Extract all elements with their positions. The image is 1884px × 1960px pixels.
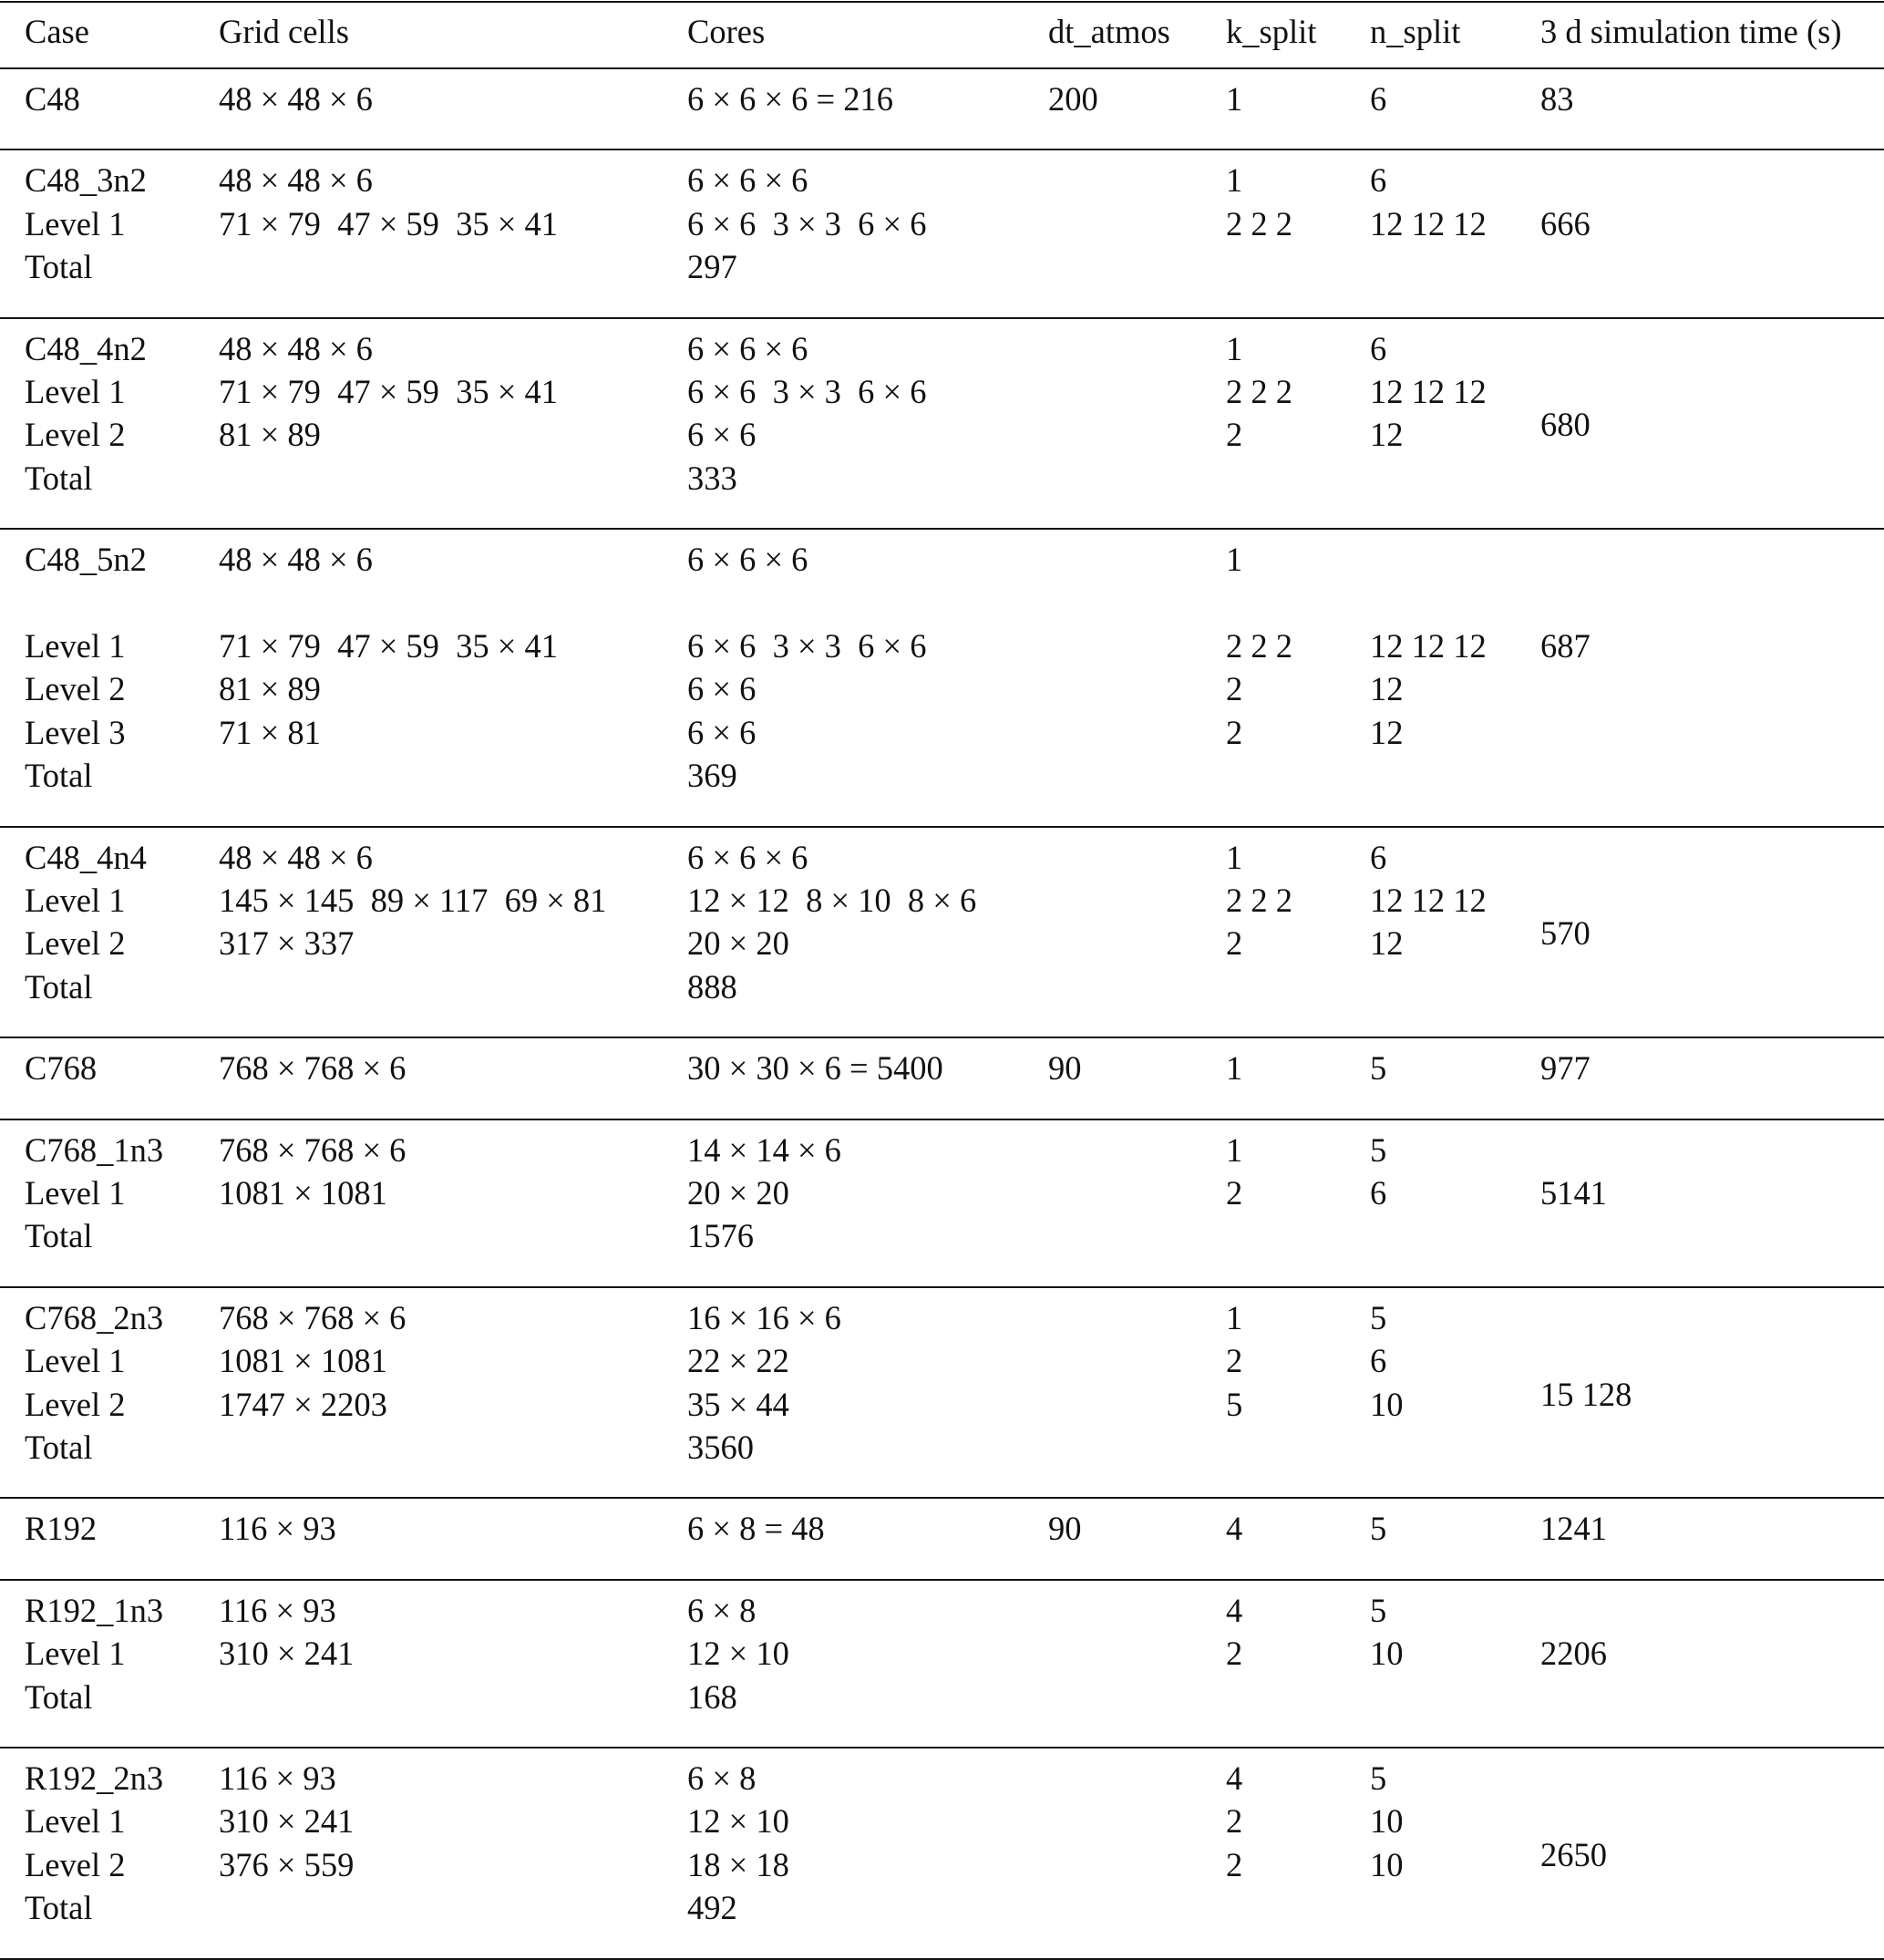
cell-n-split: 12 12 12 [1370, 882, 1487, 919]
row-rule [0, 528, 1884, 530]
header-sim-time: 3 d simulation time (s) [1540, 13, 1842, 50]
cell-n-split: 6 [1370, 838, 1387, 876]
cell-n-split: 6 [1370, 1342, 1387, 1380]
cell-k-split: 2 2 2 [1226, 204, 1292, 242]
cell-k-split: 2 [1226, 670, 1243, 708]
cell-cores: 6 × 6 [687, 670, 757, 708]
cell-cores: 168 [687, 1677, 737, 1716]
cell-cores: 12 × 10 [687, 1635, 789, 1673]
cell-cores: 3560 [687, 1429, 754, 1466]
cell-cores: 12 × 10 [687, 1802, 789, 1841]
cell-case: Level 2 [25, 924, 126, 963]
cell-cores: 1576 [687, 1217, 754, 1255]
cell-dt-atmos: 90 [1048, 1049, 1082, 1088]
header-dt-atmos: dt_atmos [1048, 13, 1170, 50]
cell-sim-time: 83 [1540, 80, 1574, 118]
row-rule [0, 317, 1884, 319]
cell-case: C48 [25, 80, 80, 118]
cell-grid-cells: 48 × 48 × 6 [219, 161, 373, 200]
cell-k-split: 2 2 2 [1226, 627, 1292, 665]
cell-cores: 20 × 20 [687, 1174, 789, 1212]
cell-n-split: 6 [1370, 329, 1387, 367]
cell-case: R192_1n3 [25, 1591, 164, 1629]
cell-case: C768_2n3 [25, 1298, 164, 1336]
cell-k-split: 4 [1226, 1759, 1243, 1797]
cell-grid-cells: 310 × 241 [219, 1635, 355, 1673]
cell-case: Level 2 [25, 1385, 126, 1423]
cell-n-split: 6 [1370, 1174, 1387, 1212]
cell-k-split: 2 [1226, 924, 1243, 963]
cell-cores: 35 × 44 [687, 1385, 789, 1423]
row-rule [0, 1747, 1884, 1749]
cell-k-split: 1 [1226, 541, 1243, 579]
cell-case: R192 [25, 1510, 98, 1548]
cell-grid-cells: 48 × 48 × 6 [219, 329, 373, 367]
cell-n-split: 6 [1370, 80, 1387, 118]
cell-k-split: 1 [1226, 161, 1243, 200]
cell-grid-cells: 1081 × 1081 [219, 1174, 387, 1212]
cell-cores: 16 × 16 × 6 [687, 1298, 841, 1336]
cell-case: Level 1 [25, 627, 126, 665]
cell-cores: 6 × 6 × 6 [687, 329, 808, 367]
cell-n-split: 12 [1370, 924, 1404, 963]
cell-cores: 6 × 6 × 6 [687, 541, 808, 579]
row-rule [0, 1497, 1884, 1499]
cell-grid-cells: 71 × 81 [219, 713, 321, 751]
cell-grid-cells: 116 × 93 [219, 1591, 336, 1629]
row-rule [0, 1037, 1884, 1038]
cell-case: Level 1 [25, 1802, 126, 1841]
top-rule [0, 1, 1884, 3]
cell-grid-cells: 116 × 93 [219, 1510, 336, 1548]
header-rule [0, 67, 1884, 69]
cell-grid-cells: 768 × 768 × 6 [219, 1130, 407, 1169]
cell-case: C48_4n4 [25, 838, 147, 876]
cell-n-split: 5 [1370, 1759, 1387, 1797]
cell-cores: 6 × 6 × 6 [687, 838, 808, 876]
cell-sim-time: 2206 [1540, 1635, 1607, 1673]
cell-k-split: 5 [1226, 1385, 1243, 1423]
cell-cores: 20 × 20 [687, 924, 789, 963]
cell-n-split: 5 [1370, 1130, 1387, 1169]
cell-case: Total [25, 967, 93, 1006]
cell-grid-cells: 71 × 79 47 × 59 35 × 41 [219, 627, 559, 665]
header-case: Case [25, 13, 89, 50]
cell-grid-cells: 376 × 559 [219, 1845, 355, 1883]
cell-case: Total [25, 1217, 93, 1255]
cell-sim-time: 680 [1540, 406, 1591, 444]
header-grid-cells: Grid cells [219, 13, 349, 50]
cell-cores: 30 × 30 × 6 = 5400 [687, 1049, 943, 1088]
header-k-split: k_split [1226, 13, 1317, 50]
cell-grid-cells: 48 × 48 × 6 [219, 80, 373, 118]
cell-cores: 6 × 6 [687, 713, 757, 751]
cell-n-split: 12 12 12 [1370, 373, 1487, 410]
cell-n-split: 12 [1370, 416, 1404, 454]
cell-case: Total [25, 1677, 93, 1716]
cell-case: C768 [25, 1049, 98, 1088]
row-rule [0, 1286, 1884, 1288]
cell-case: Level 1 [25, 1342, 126, 1380]
cell-case: Level 1 [25, 882, 126, 919]
cell-n-split: 12 12 12 [1370, 204, 1487, 242]
cell-case: Level 1 [25, 204, 126, 242]
cell-n-split: 10 [1370, 1802, 1404, 1841]
cell-n-split: 12 [1370, 713, 1404, 751]
cell-n-split: 10 [1370, 1385, 1404, 1423]
cell-grid-cells: 71 × 79 47 × 59 35 × 41 [219, 373, 559, 410]
cell-cores: 333 [687, 459, 737, 497]
cell-cores: 18 × 18 [687, 1845, 789, 1883]
cell-cores: 6 × 6 3 × 3 6 × 6 [687, 204, 927, 242]
cell-case: Total [25, 248, 93, 286]
cell-n-split: 10 [1370, 1635, 1404, 1673]
cell-k-split: 2 2 2 [1226, 882, 1292, 919]
cell-cores: 14 × 14 × 6 [687, 1130, 841, 1169]
cell-sim-time: 687 [1540, 627, 1591, 665]
row-rule [0, 1958, 1884, 1960]
cell-grid-cells: 768 × 768 × 6 [219, 1049, 407, 1088]
cell-cores: 6 × 8 = 48 [687, 1510, 825, 1548]
row-rule [0, 1119, 1884, 1120]
cell-case: Level 2 [25, 670, 126, 708]
header-n-split: n_split [1370, 13, 1461, 50]
cell-k-split: 1 [1226, 1130, 1243, 1169]
cell-grid-cells: 1747 × 2203 [219, 1385, 387, 1423]
cell-grid-cells: 81 × 89 [219, 416, 321, 454]
cell-cores: 369 [687, 757, 737, 795]
cell-k-split: 1 [1226, 838, 1243, 876]
cell-grid-cells: 310 × 241 [219, 1802, 355, 1841]
cell-sim-time: 1241 [1540, 1510, 1607, 1548]
cell-n-split: 5 [1370, 1510, 1387, 1548]
header-cores: Cores [687, 13, 766, 50]
cell-cores: 6 × 6 × 6 = 216 [687, 80, 894, 118]
cell-n-split: 10 [1370, 1845, 1404, 1883]
cell-k-split: 1 [1226, 1049, 1243, 1088]
cell-case: Level 1 [25, 1635, 126, 1673]
cell-sim-time: 5141 [1540, 1174, 1607, 1212]
cell-sim-time: 977 [1540, 1049, 1591, 1088]
cell-grid-cells: 116 × 93 [219, 1759, 336, 1797]
cell-cores: 6 × 8 [687, 1591, 757, 1629]
cell-grid-cells: 81 × 89 [219, 670, 321, 708]
cell-k-split: 1 [1226, 329, 1243, 367]
cell-cores: 12 × 12 8 × 10 8 × 6 [687, 882, 977, 919]
cell-k-split: 4 [1226, 1591, 1243, 1629]
cell-k-split: 2 [1226, 1342, 1243, 1380]
row-rule [0, 826, 1884, 828]
cell-cores: 6 × 6 3 × 3 6 × 6 [687, 373, 927, 410]
cell-sim-time: 666 [1540, 204, 1591, 242]
cell-k-split: 2 [1226, 1635, 1243, 1673]
cell-case: Total [25, 459, 93, 497]
cell-case: C768_1n3 [25, 1130, 164, 1169]
cell-grid-cells: 71 × 79 47 × 59 35 × 41 [219, 204, 559, 242]
cell-sim-time: 15 128 [1540, 1375, 1632, 1413]
cell-grid-cells: 1081 × 1081 [219, 1342, 387, 1380]
cell-grid-cells: 768 × 768 × 6 [219, 1298, 407, 1336]
cell-case: Level 2 [25, 1845, 126, 1883]
cell-cores: 6 × 6 3 × 3 6 × 6 [687, 627, 927, 665]
cell-case: Level 2 [25, 416, 126, 454]
cell-k-split: 2 [1226, 416, 1243, 454]
cell-grid-cells: 317 × 337 [219, 924, 355, 963]
cell-case: R192_2n3 [25, 1759, 164, 1797]
cell-n-split: 12 [1370, 670, 1404, 708]
cell-n-split: 5 [1370, 1049, 1387, 1088]
cell-case: Total [25, 757, 93, 795]
cell-cores: 492 [687, 1889, 737, 1927]
cell-dt-atmos: 90 [1048, 1510, 1082, 1548]
cell-grid-cells: 145 × 145 89 × 117 69 × 81 [219, 882, 607, 919]
cell-n-split: 5 [1370, 1591, 1387, 1629]
cell-case: C48_4n2 [25, 329, 147, 367]
cell-k-split: 2 [1226, 1174, 1243, 1212]
row-rule [0, 149, 1884, 150]
cell-sim-time: 570 [1540, 914, 1591, 953]
cell-n-split: 12 12 12 [1370, 627, 1487, 665]
cell-cores: 22 × 22 [687, 1342, 789, 1380]
cell-case: Level 1 [25, 1174, 126, 1212]
cell-grid-cells: 48 × 48 × 6 [219, 838, 373, 876]
cell-case: C48_5n2 [25, 541, 147, 579]
cell-case: Level 3 [25, 713, 126, 751]
cell-k-split: 2 [1226, 1845, 1243, 1883]
cell-cores: 6 × 8 [687, 1759, 757, 1797]
cell-k-split: 1 [1226, 1298, 1243, 1336]
cell-k-split: 4 [1226, 1510, 1243, 1548]
cell-case: Level 1 [25, 373, 126, 410]
cell-case: Total [25, 1889, 93, 1927]
cell-sim-time: 2650 [1540, 1835, 1607, 1873]
cell-grid-cells: 48 × 48 × 6 [219, 541, 373, 579]
cell-k-split: 2 2 2 [1226, 373, 1292, 410]
cell-cores: 6 × 6 × 6 [687, 161, 808, 200]
cell-n-split: 5 [1370, 1298, 1387, 1336]
row-rule [0, 1579, 1884, 1581]
cell-cores: 888 [687, 967, 737, 1006]
cell-cores: 6 × 6 [687, 416, 757, 454]
cell-cores: 297 [687, 248, 737, 286]
cell-case: C48_3n2 [25, 161, 147, 200]
cell-k-split: 2 [1226, 713, 1243, 751]
cell-k-split: 1 [1226, 80, 1243, 118]
cell-n-split: 6 [1370, 161, 1387, 200]
cell-dt-atmos: 200 [1048, 80, 1098, 118]
cell-k-split: 2 [1226, 1802, 1243, 1841]
cell-case: Total [25, 1429, 93, 1466]
